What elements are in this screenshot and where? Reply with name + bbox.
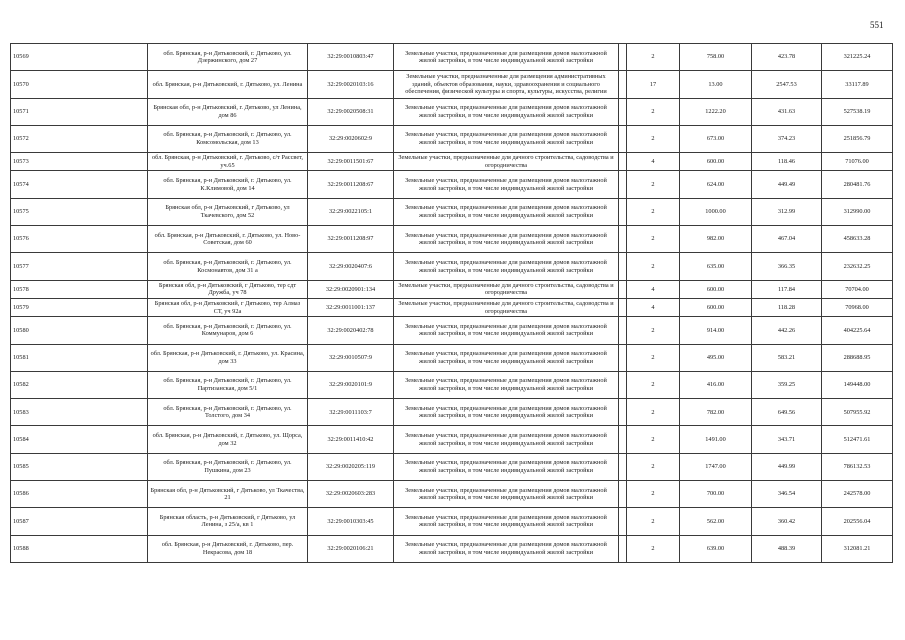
table-row (11, 535, 893, 562)
group-code-cell: 2 (627, 453, 680, 480)
cadastral-value-cell: 458633.28 (822, 226, 893, 253)
address-cell: обл. Брянская, р-н Дятьковский, г. Дятьково, с/т Рассвет, уч.65 (148, 153, 308, 171)
land-use-cell: Земельные участки, предназначенные для размещения домов малоэтажной жилой застройки, в том числе индивидуальной жилой застройки (394, 453, 619, 480)
area-cell: 914.00 (680, 317, 752, 344)
spacer-cell (619, 371, 627, 398)
address-cell: Брянская обл, р-н Дятьковский, г Дятьково, ул Ткачевского, дом 52 (148, 198, 308, 225)
unit-value-cell: 449.49 (752, 171, 822, 198)
row-number: 10580 (11, 317, 148, 344)
cadastral-value-cell: 202556.04 (822, 508, 893, 535)
unit-value-cell: 431.63 (752, 98, 822, 125)
table-row (11, 44, 893, 71)
row-number: 10570 (11, 71, 148, 98)
land-use-cell: Земельные участки, предназначенные для размещения домов малоэтажной жилой застройки, в том числе индивидуальной жилой застройки (394, 481, 619, 508)
row-number: 10573 (11, 153, 148, 171)
table-body (11, 44, 893, 563)
unit-value-cell: 442.26 (752, 317, 822, 344)
group-code-cell: 2 (627, 481, 680, 508)
unit-value-cell: 312.99 (752, 198, 822, 225)
spacer-cell (619, 535, 627, 562)
page-number: 551 (870, 20, 884, 30)
table-row (11, 371, 893, 398)
area-cell: 600.00 (680, 153, 752, 171)
cadastral-number-cell: 32:29:0020402:78 (308, 317, 394, 344)
area-cell: 1222.20 (680, 98, 752, 125)
land-use-cell: Земельные участки, предназначенные для размещения домов малоэтажной жилой застройки, в том числе индивидуальной жилой застройки (394, 98, 619, 125)
land-use-cell: Земельные участки, предназначенные для дачного строительства, садоводства и огородничества (394, 298, 619, 316)
spacer-cell (619, 508, 627, 535)
area-cell: 1491.00 (680, 426, 752, 453)
cadastral-value-cell: 512471.61 (822, 426, 893, 453)
table-row (11, 153, 893, 171)
table-row (11, 280, 893, 298)
land-registry-table (10, 43, 893, 563)
land-use-cell: Земельные участки, предназначенные для дачного строительства, садоводства и огородничества (394, 153, 619, 171)
spacer-cell (619, 280, 627, 298)
group-code-cell: 2 (627, 253, 680, 280)
address-cell: обл. Брянская, р-н Дятьковский, г. Дятьково, ул. Космонавтов, дом 31 а (148, 253, 308, 280)
cadastral-value-cell: 404225.64 (822, 317, 893, 344)
unit-value-cell: 360.42 (752, 508, 822, 535)
unit-value-cell: 467.04 (752, 226, 822, 253)
unit-value-cell: 649.56 (752, 399, 822, 426)
unit-value-cell: 346.54 (752, 481, 822, 508)
area-cell: 1747.00 (680, 453, 752, 480)
unit-value-cell: 118.28 (752, 298, 822, 316)
cadastral-number-cell: 32:29:0022105:1 (308, 198, 394, 225)
spacer-cell (619, 453, 627, 480)
cadastral-number-cell: 32:29:0010507:9 (308, 344, 394, 371)
row-number: 10576 (11, 226, 148, 253)
cadastral-number-cell: 32:29:0020106:21 (308, 535, 394, 562)
address-cell: обл. Брянская, р-н Дятьковский, г. Дятьково, ул. Ново-Советская, дом 60 (148, 226, 308, 253)
cadastral-value-cell: 232632.25 (822, 253, 893, 280)
spacer-cell (619, 226, 627, 253)
row-number: 10579 (11, 298, 148, 316)
group-code-cell: 2 (627, 125, 680, 152)
spacer-cell (619, 98, 627, 125)
table-row (11, 71, 893, 98)
spacer-cell (619, 125, 627, 152)
row-number: 10582 (11, 371, 148, 398)
table-row (11, 253, 893, 280)
area-cell: 13.00 (680, 71, 752, 98)
row-number: 10588 (11, 535, 148, 562)
row-number: 10575 (11, 198, 148, 225)
cadastral-value-cell: 149448.00 (822, 371, 893, 398)
cadastral-number-cell: 32:29:0020407:6 (308, 253, 394, 280)
row-number: 10572 (11, 125, 148, 152)
cadastral-number-cell: 32:29:0020602:9 (308, 125, 394, 152)
spacer-cell (619, 481, 627, 508)
cadastral-number-cell: 32:29:0020603:283 (308, 481, 394, 508)
land-use-cell: Земельные участки, предназначенные для размещения домов малоэтажной жилой застройки, в том числе индивидуальной жилой застройки (394, 44, 619, 71)
address-cell: обл. Брянская, р-н Дятьковский, г. Дятьково, пер. Некрасова, дом 18 (148, 535, 308, 562)
table-row (11, 125, 893, 152)
land-use-cell: Земельные участки, предназначенные для размещения домов малоэтажной жилой застройки, в том числе индивидуальной жилой застройки (394, 226, 619, 253)
area-cell: 600.00 (680, 280, 752, 298)
area-cell: 624.00 (680, 171, 752, 198)
row-number: 10578 (11, 280, 148, 298)
group-code-cell: 2 (627, 198, 680, 225)
row-number: 10571 (11, 98, 148, 125)
address-cell: обл. Брянская, р-н Дятьковский, г. Дятьково, ул. Комсомольская, дом 13 (148, 125, 308, 152)
group-code-cell: 2 (627, 98, 680, 125)
address-cell: Брянская обл, р-н Дятьковский, г Дятьково, тер сдт Дружба, уч 78 (148, 280, 308, 298)
spacer-cell (619, 399, 627, 426)
table-row (11, 481, 893, 508)
group-code-cell: 2 (627, 344, 680, 371)
spacer-cell (619, 253, 627, 280)
area-cell: 673.00 (680, 125, 752, 152)
row-number: 10581 (11, 344, 148, 371)
cadastral-value-cell: 507955.92 (822, 399, 893, 426)
unit-value-cell: 343.71 (752, 426, 822, 453)
cadastral-number-cell: 32:29:0020205:119 (308, 453, 394, 480)
area-cell: 982.00 (680, 226, 752, 253)
cadastral-number-cell: 32:29:0011410:42 (308, 426, 394, 453)
address-cell: Брянская обл, р-н Дятьковский, г Дятьково, тер Алмаз СТ, уч 92а (148, 298, 308, 316)
row-number: 10584 (11, 426, 148, 453)
land-use-cell: Земельные участки, предназначенные для размещения домов малоэтажной жилой застройки, в том числе индивидуальной жилой застройки (394, 125, 619, 152)
land-use-cell: Земельные участки, предназначенные для размещения домов малоэтажной жилой застройки, в том числе индивидуальной жилой застройки (394, 371, 619, 398)
area-cell: 758.00 (680, 44, 752, 71)
table-row (11, 226, 893, 253)
spacer-cell (619, 298, 627, 316)
address-cell: обл. Брянская, р-н Дятьковский, г. Дятьково, ул. Ленина (148, 71, 308, 98)
area-cell: 782.00 (680, 399, 752, 426)
land-use-cell: Земельные участки, предназначенные для размещения домов малоэтажной жилой застройки, в том числе индивидуальной жилой застройки (394, 508, 619, 535)
unit-value-cell: 423.78 (752, 44, 822, 71)
land-use-cell: Земельные участки, предназначенные для размещения домов малоэтажной жилой застройки, в том числе индивидуальной жилой застройки (394, 317, 619, 344)
land-use-cell: Земельные участки, предназначенные для размещения домов малоэтажной жилой застройки, в том числе индивидуальной жилой застройки (394, 399, 619, 426)
area-cell: 1000.00 (680, 198, 752, 225)
row-number: 10569 (11, 44, 148, 71)
cadastral-value-cell: 312081.21 (822, 535, 893, 562)
group-code-cell: 2 (627, 317, 680, 344)
group-code-cell: 17 (627, 71, 680, 98)
cadastral-number-cell: 32:29:0020508:31 (308, 98, 394, 125)
area-cell: 700.00 (680, 481, 752, 508)
address-cell: обл. Брянская, р-н Дятьковский, г. Дятьково, ул. Красина, дом 33 (148, 344, 308, 371)
area-cell: 600.00 (680, 298, 752, 316)
area-cell: 495.00 (680, 344, 752, 371)
group-code-cell: 2 (627, 371, 680, 398)
unit-value-cell: 583.21 (752, 344, 822, 371)
group-code-cell: 4 (627, 298, 680, 316)
table-row (11, 344, 893, 371)
group-code-cell: 4 (627, 153, 680, 171)
table-row (11, 298, 893, 316)
cadastral-number-cell: 32:29:0020103:16 (308, 71, 394, 98)
group-code-cell: 2 (627, 508, 680, 535)
row-number: 10577 (11, 253, 148, 280)
unit-value-cell: 374.23 (752, 125, 822, 152)
cadastral-value-cell: 70968.00 (822, 298, 893, 316)
land-use-cell: Земельные участки, предназначенные для размещения домов малоэтажной жилой застройки, в том числе индивидуальной жилой застройки (394, 171, 619, 198)
cadastral-value-cell: 288688.95 (822, 344, 893, 371)
spacer-cell (619, 171, 627, 198)
land-use-cell: Земельные участки, предназначенные для размещения домов малоэтажной жилой застройки, в том числе индивидуальной жилой застройки (394, 344, 619, 371)
address-cell: Брянская обл, р-н Дятьковский, г. Дятьково, ул Ленина, дом 86 (148, 98, 308, 125)
area-cell: 562.00 (680, 508, 752, 535)
table-row (11, 171, 893, 198)
cadastral-value-cell: 527538.19 (822, 98, 893, 125)
cadastral-number-cell: 32:29:0011208:97 (308, 226, 394, 253)
table-row (11, 453, 893, 480)
area-cell: 639.00 (680, 535, 752, 562)
unit-value-cell: 449.99 (752, 453, 822, 480)
cadastral-value-cell: 251856.79 (822, 125, 893, 152)
cadastral-number-cell: 32:29:0020901:134 (308, 280, 394, 298)
unit-value-cell: 2547.53 (752, 71, 822, 98)
spacer-cell (619, 71, 627, 98)
land-use-cell: Земельные участки, предназначенные для размещения домов малоэтажной жилой застройки, в том числе индивидуальной жилой застройки (394, 426, 619, 453)
unit-value-cell: 118.46 (752, 153, 822, 171)
address-cell: Брянская обл, р-н Дятьковский, г Дятьково, ул Ткачества, 21 (148, 481, 308, 508)
group-code-cell: 2 (627, 535, 680, 562)
address-cell: обл. Брянская, р-н Дятьковский, г. Дятьково, ул. Толстого, дом 34 (148, 399, 308, 426)
row-number: 10574 (11, 171, 148, 198)
cadastral-value-cell: 312990.00 (822, 198, 893, 225)
address-cell: обл. Брянская, р-н Дятьковский, г. Дятьково, ул. Коммунаров, дом 6 (148, 317, 308, 344)
table-row (11, 317, 893, 344)
group-code-cell: 2 (627, 399, 680, 426)
spacer-cell (619, 426, 627, 453)
cadastral-number-cell: 32:29:0010803:47 (308, 44, 394, 71)
spacer-cell (619, 317, 627, 344)
land-use-cell: Земельные участки, предназначенные для размещения домов малоэтажной жилой застройки, в том числе индивидуальной жилой застройки (394, 198, 619, 225)
table-row (11, 198, 893, 225)
land-use-cell: Земельные участки, предназначенные для размещения административных зданий, объектов образования, науки, здравоохранения и социального обеспечения, физической культуры и спорта, культуры, искусства, религии (394, 71, 619, 98)
spacer-cell (619, 344, 627, 371)
address-cell: обл. Брянская, р-н Дятьковский, г. Дятьково, ул. Дзержинского, дом 27 (148, 44, 308, 71)
table-row (11, 508, 893, 535)
cadastral-number-cell: 32:29:0011001:137 (308, 298, 394, 316)
cadastral-value-cell: 70704.00 (822, 280, 893, 298)
cadastral-number-cell: 32:29:0011208:67 (308, 171, 394, 198)
spacer-cell (619, 198, 627, 225)
row-number: 10586 (11, 481, 148, 508)
land-use-cell: Земельные участки, предназначенные для размещения домов малоэтажной жилой застройки, в том числе индивидуальной жилой застройки (394, 253, 619, 280)
address-cell: обл. Брянская, р-н Дятьковский, г. Дятьково, ул. К.Климовой, дом 14 (148, 171, 308, 198)
area-cell: 635.00 (680, 253, 752, 280)
spacer-cell (619, 44, 627, 71)
row-number: 10587 (11, 508, 148, 535)
group-code-cell: 2 (627, 426, 680, 453)
cadastral-value-cell: 321225.24 (822, 44, 893, 71)
spacer-cell (619, 153, 627, 171)
address-cell: обл. Брянская, р-н Дятьковский, г. Дятьково, ул. Щорса, дом 32 (148, 426, 308, 453)
unit-value-cell: 117.84 (752, 280, 822, 298)
cadastral-value-cell: 33117.89 (822, 71, 893, 98)
area-cell: 416.00 (680, 371, 752, 398)
table-row (11, 98, 893, 125)
unit-value-cell: 488.39 (752, 535, 822, 562)
cadastral-number-cell: 32:29:0011103:7 (308, 399, 394, 426)
address-cell: Брянская область, р-н Дятьковский, г Дятьково, ул Ленина, з 25/а, кв 1 (148, 508, 308, 535)
cadastral-number-cell: 32:29:0020101:9 (308, 371, 394, 398)
unit-value-cell: 359.25 (752, 371, 822, 398)
group-code-cell: 2 (627, 226, 680, 253)
row-number: 10585 (11, 453, 148, 480)
unit-value-cell: 366.35 (752, 253, 822, 280)
cadastral-number-cell: 32:29:0011501:67 (308, 153, 394, 171)
cadastral-value-cell: 786132.53 (822, 453, 893, 480)
land-use-cell: Земельные участки, предназначенные для размещения домов малоэтажной жилой застройки, в том числе индивидуальной жилой застройки (394, 535, 619, 562)
table-row (11, 426, 893, 453)
cadastral-value-cell: 242578.00 (822, 481, 893, 508)
cadastral-value-cell: 71076.00 (822, 153, 893, 171)
row-number: 10583 (11, 399, 148, 426)
group-code-cell: 4 (627, 280, 680, 298)
group-code-cell: 2 (627, 44, 680, 71)
group-code-cell: 2 (627, 171, 680, 198)
land-use-cell: Земельные участки, предназначенные для дачного строительства, садоводства и огородничества (394, 280, 619, 298)
address-cell: обл. Брянская, р-н Дятьковский, г. Дятьково, ул. Пушкина, дом 23 (148, 453, 308, 480)
table-row (11, 399, 893, 426)
cadastral-value-cell: 280481.76 (822, 171, 893, 198)
address-cell: обл. Брянская, р-н Дятьковский, г. Дятьково, ул. Партизанская, дом 5/1 (148, 371, 308, 398)
cadastral-number-cell: 32:29:0010303:45 (308, 508, 394, 535)
